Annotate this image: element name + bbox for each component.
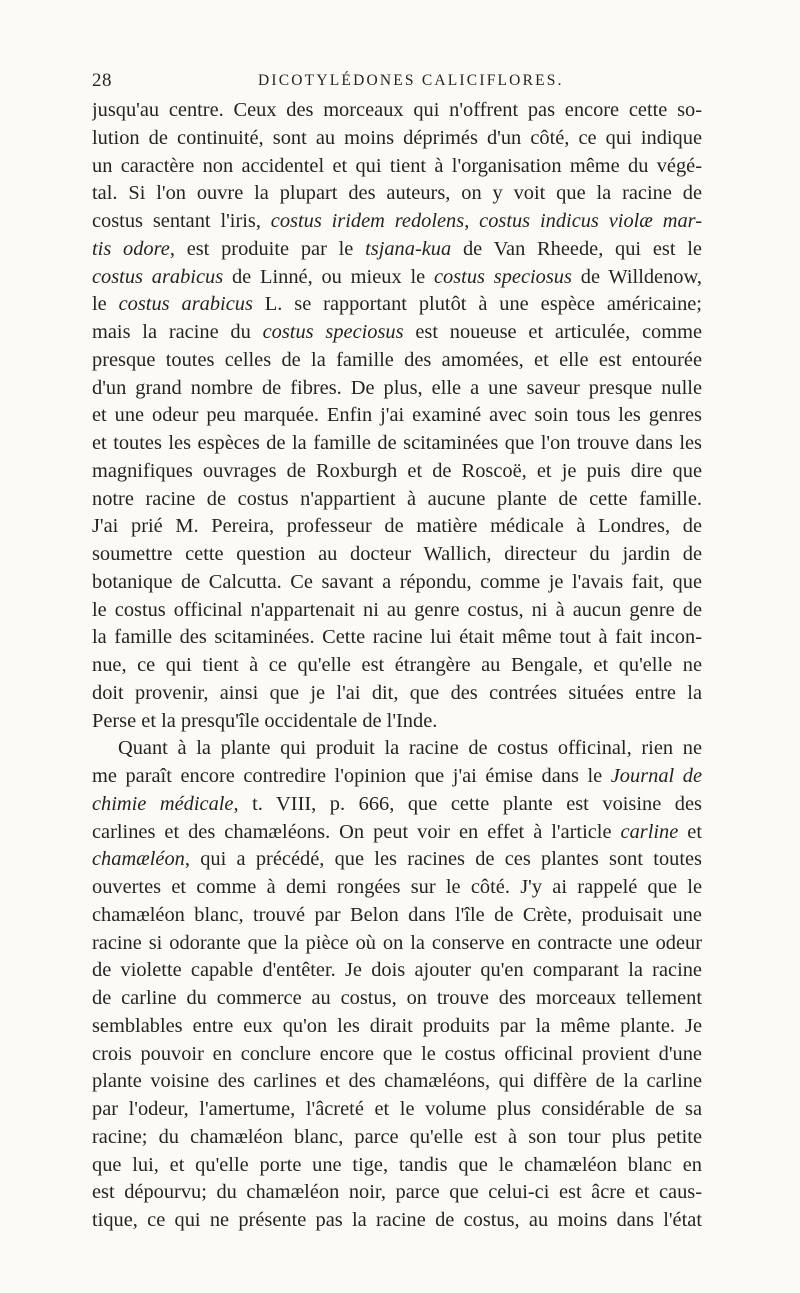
text-run: carlines et des chamæléons. On peut voir en effet à l'article <box>92 820 621 843</box>
text-run: la famille des scitaminées. Cette racine lui était même tout à fait incon- <box>92 626 702 649</box>
text-run: ouvertes et comme à demi rongées sur le côté. J'y ai rappelé que le <box>92 876 702 898</box>
text-run: notre racine de costus n'appartient à aucune plante de cette famille. <box>92 487 702 510</box>
italic-run: chimie médicale <box>92 792 234 815</box>
text-line <box>92 236 702 264</box>
text-run: mais la racine du <box>92 321 263 343</box>
text-run: soumettre cette question au docteur Wallich, directeur du jardin de <box>92 543 702 565</box>
text-line <box>92 541 702 569</box>
italic-run: tis odore <box>92 237 170 260</box>
text-run: le <box>92 293 119 316</box>
text-run: , <box>464 210 480 232</box>
text-run: est dépourvu; du chamæléon noir, parce que celui-ci est âcre et caus- <box>92 1181 702 1204</box>
text-run: que lui, et qu'elle porte une tige, tandis que le chamæléon blanc en <box>92 1153 702 1176</box>
text-run: d'un grand nombre de fibres. De plus, elle a une saveur presque nulle <box>92 376 702 399</box>
italic-run: tsjana-kua <box>365 237 452 260</box>
italic-run: costus speciosus <box>433 265 572 288</box>
text-line <box>92 597 702 625</box>
text-line <box>92 763 702 791</box>
text-line <box>92 1152 702 1180</box>
text-line <box>92 402 702 430</box>
text-run: , est produite par le <box>169 237 366 260</box>
text-run: racine; du chamæléon blanc, parce qu'elle est à son tour plus petite <box>92 1125 702 1148</box>
text-run: de Linné, ou mieux le <box>223 265 434 288</box>
text-run: tique, ce qui ne présente pas la racine de costus, au moins dans l'état <box>92 1209 702 1231</box>
text-run: nue, ce qui tient à ce qu'elle est étrangère au Bengale, et qu'elle ne <box>92 654 702 676</box>
page-number: 28 <box>92 70 112 91</box>
italic-run: costus arabicus <box>92 265 224 288</box>
text-line <box>92 624 702 652</box>
text-line <box>92 153 702 181</box>
text-run: jusqu'au centre. Ceux des morceaux qui n'offrent pas encore cette so- <box>92 99 702 121</box>
text-run: Quant à la plante qui produit la racine de costus officinal, rien ne <box>118 737 702 760</box>
text-line <box>92 708 702 736</box>
text-line <box>92 1207 702 1235</box>
text-run: semblables entre eux qu'on les dirait produits par la même plante. Je <box>92 1014 702 1037</box>
text-line <box>92 1096 702 1124</box>
text-run: costus sentant l'iris, <box>92 210 271 232</box>
text-line <box>92 819 702 847</box>
text-line <box>92 291 702 319</box>
text-line <box>92 125 702 153</box>
text-line <box>92 347 702 375</box>
text-run: L. se rapportant plutôt à une espèce américaine; <box>252 293 702 316</box>
italic-run: costus arabicus <box>118 293 253 316</box>
italic-run: chamæléon <box>92 848 185 871</box>
text-run: , qui a précédé, que les racines de ces plantes sont toutes <box>184 848 702 871</box>
running-head <box>92 70 702 96</box>
text-line <box>92 1179 702 1207</box>
paragraph <box>92 735 702 1235</box>
text-line <box>92 1124 702 1152</box>
text-line <box>92 430 702 458</box>
text-run: est noueuse et articulée, comme <box>403 321 702 343</box>
text-run: par l'odeur, l'amertume, l'âcreté et le volume plus considérable de sa <box>92 1098 702 1120</box>
italic-run: costus speciosus <box>262 321 404 343</box>
text-line <box>92 680 702 708</box>
text-line <box>92 1068 702 1096</box>
text-line <box>92 486 702 514</box>
text-run: crois pouvoir en conclure encore que le costus officinal provient d'une <box>92 1042 702 1065</box>
text-line <box>92 985 702 1013</box>
text-line <box>92 264 702 292</box>
italic-run: carline <box>620 820 679 843</box>
text-run: racine si odorante que la pièce où on la conserve en contracte une odeur <box>92 931 702 954</box>
text-line <box>92 957 702 985</box>
body-text <box>92 97 702 1235</box>
text-run: de violette capable d'entêter. Je dois ajouter qu'en comparant la racine <box>92 959 702 982</box>
text-line <box>92 874 702 902</box>
text-line <box>92 902 702 930</box>
text-run: et <box>678 820 702 843</box>
paragraph <box>92 97 702 735</box>
text-run: magnifiques ouvrages de Roxburgh et de Roscoë, et je puis dire que <box>92 459 702 482</box>
text-run: me paraît encore contredire l'opinion que j'ai émise dans le <box>92 765 611 787</box>
text-run: un caractère non accidentel et qui tient à l'organisation même du végé- <box>92 154 702 177</box>
text-run: , t. VIII, p. 666, que cette plante est voisine des <box>233 792 702 815</box>
text-line <box>92 97 702 125</box>
italic-run: costus indicus violæ mar- <box>479 210 702 232</box>
text-line <box>92 1013 702 1041</box>
text-line <box>92 930 702 958</box>
text-line <box>92 319 702 347</box>
text-run: plante voisine des carlines et des chamæléons, qui diffère de la carline <box>92 1070 702 1093</box>
text-line <box>92 208 702 236</box>
text-run: et une odeur peu marquée. Enfin j'ai examiné avec soin tous les genres <box>92 404 702 427</box>
text-run: botanique de Calcutta. Ce savant a répondu, comme je l'avais fait, que <box>92 570 702 593</box>
text-line <box>92 652 702 680</box>
text-run: de carline du commerce au costus, on trouve des morceaux tellement <box>92 987 702 1009</box>
running-title: DICOTYLÉDONES CALICIFLORES. <box>258 72 564 89</box>
text-run: lution de continuité, sont au moins déprimés d'un côté, ce qui indique <box>92 126 702 149</box>
text-run: chamæléon blanc, trouvé par Belon dans l'île de Crète, produisait une <box>92 903 702 926</box>
text-run: le costus officinal n'appartenait ni au genre costus, ni à aucun genre de <box>92 598 702 621</box>
text-run: tal. Si l'on ouvre la plupart des auteurs, on y voit que la racine de <box>92 182 702 205</box>
text-run: presque toutes celles de la famille des amomées, et elle est entourée <box>92 348 702 371</box>
text-run: et toutes les espèces de la famille de scitaminées que l'on trouve dans les <box>92 432 702 454</box>
text-line <box>92 791 702 819</box>
italic-run: Journal de <box>610 765 702 787</box>
text-line <box>92 569 702 597</box>
text-run: J'ai prié M. Pereira, professeur de matière médicale à Londres, de <box>92 515 702 538</box>
text-line <box>92 735 702 763</box>
italic-run: costus iridem redolens <box>270 210 465 232</box>
text-line <box>92 846 702 874</box>
text-run: de Willdenow, <box>571 265 702 288</box>
text-line <box>92 458 702 486</box>
text-line <box>92 375 702 403</box>
text-line <box>92 180 702 208</box>
text-line <box>92 1041 702 1069</box>
text-line <box>92 513 702 541</box>
text-run: doit provenir, ainsi que je l'ai dit, que des contrées situées entre la <box>92 681 702 704</box>
text-run: de Van Rheede, qui est le <box>451 237 702 260</box>
text-run: Perse et la presqu'île occidentale de l'Inde. <box>92 709 438 732</box>
